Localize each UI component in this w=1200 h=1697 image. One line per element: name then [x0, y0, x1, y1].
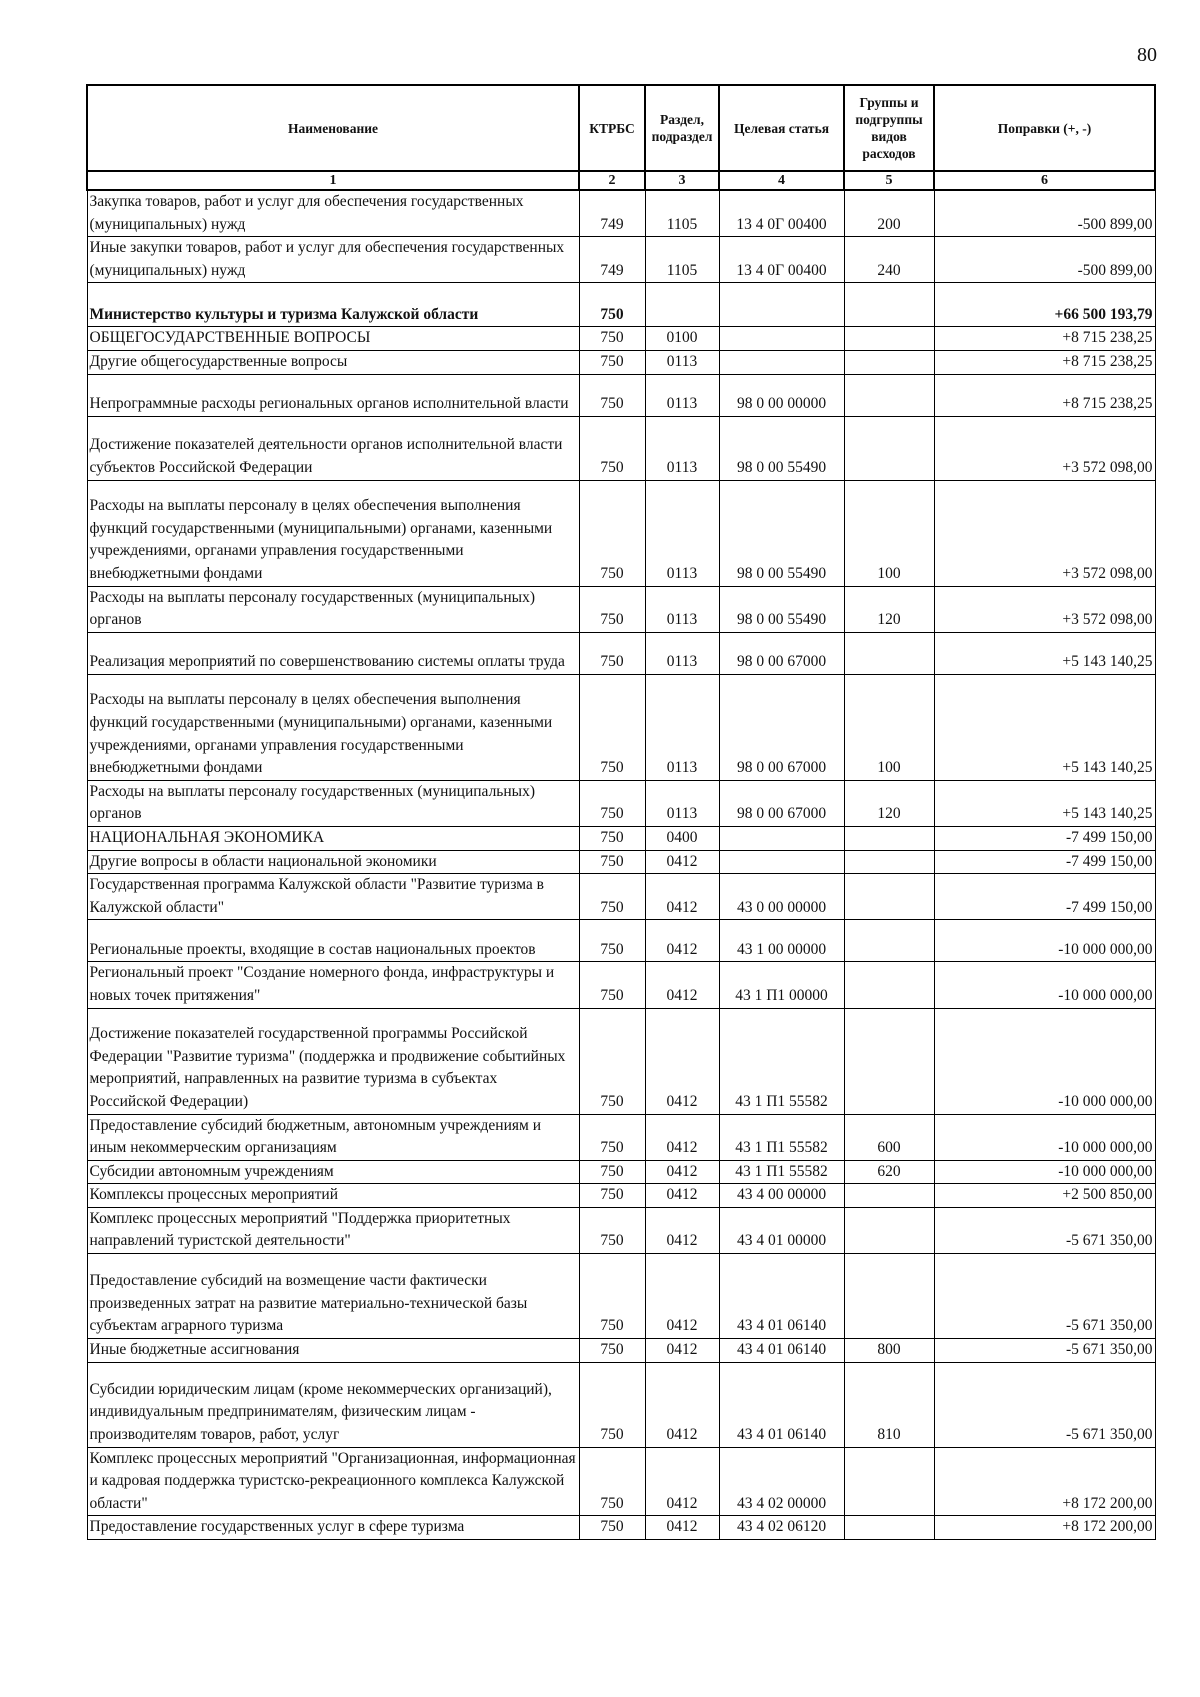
row-target-article: 43 4 01 06140: [719, 1339, 844, 1363]
row-expense-group: [844, 1516, 934, 1540]
header-row: [87, 85, 1155, 171]
row-expense-group: [844, 374, 934, 416]
row-target-article: [719, 850, 844, 874]
row-section: 0400: [645, 826, 719, 850]
row-target-article: [719, 350, 844, 374]
row-target-article: 13 4 0Г 00400: [719, 237, 844, 283]
row-name: Региональный проект "Создание номерного фонда, инфраструктуры и новых точек притяжения": [87, 962, 579, 1008]
row-name: ОБЩЕГОСУДАРСТВЕННЫЕ ВОПРОСЫ: [87, 327, 579, 351]
table-row: [87, 850, 1155, 874]
row-name: Субсидии юридическим лицам (кроме некоммерческих организаций), индивидуальным предпринимателям, физическим лицам - производителям товаров, работ, услуг: [87, 1362, 579, 1447]
row-target-article: 98 0 00 55490: [719, 586, 844, 632]
row-expense-group: [844, 350, 934, 374]
column-number-row: [87, 171, 1155, 190]
row-target-article: [719, 283, 844, 327]
row-expense-group: 100: [844, 674, 934, 780]
row-ktrbs: 750: [579, 327, 645, 351]
row-expense-group: 100: [844, 480, 934, 586]
row-expense-group: [844, 826, 934, 850]
row-target-article: 43 1 П1 55582: [719, 1160, 844, 1184]
row-amendment-amount: -7 499 150,00: [934, 826, 1155, 850]
row-name: Достижение показателей деятельности органов исполнительной власти субъектов Российской Федерации: [87, 416, 579, 480]
row-amendment-amount: -10 000 000,00: [934, 1008, 1155, 1114]
row-section: 0412: [645, 1160, 719, 1184]
row-target-article: 43 1 П1 00000: [719, 962, 844, 1008]
row-target-article: 43 4 01 00000: [719, 1207, 844, 1253]
row-section: 0412: [645, 920, 719, 962]
table-row: [87, 1339, 1155, 1363]
row-name: НАЦИОНАЛЬНАЯ ЭКОНОМИКА: [87, 826, 579, 850]
row-expense-group: [844, 1008, 934, 1114]
row-name: Закупка товаров, работ и услуг для обеспечения государственных (муниципальных) нужд: [87, 190, 579, 237]
column-number: 1: [87, 171, 579, 190]
row-expense-group: [844, 920, 934, 962]
row-name: Иные закупки товаров, работ и услуг для обеспечения государственных (муниципальных) нужд: [87, 237, 579, 283]
header-name: Наименование: [87, 85, 579, 171]
row-section: 0412: [645, 1339, 719, 1363]
row-expense-group: 800: [844, 1339, 934, 1363]
row-amendment-amount: +5 143 140,25: [934, 632, 1155, 674]
row-expense-group: [844, 874, 934, 920]
table-row: [87, 674, 1155, 780]
column-number: 4: [719, 171, 844, 190]
row-ktrbs: 750: [579, 374, 645, 416]
row-amendment-amount: +66 500 193,79: [934, 283, 1155, 327]
header-target: Целевая статья: [719, 85, 844, 171]
header-ktrbs: КТРБС: [579, 85, 645, 171]
row-expense-group: [844, 327, 934, 351]
row-ktrbs: 750: [579, 350, 645, 374]
row-amendment-amount: +8 715 238,25: [934, 350, 1155, 374]
row-target-article: 43 4 02 00000: [719, 1447, 844, 1516]
row-name: Расходы на выплаты персоналу в целях обеспечения выполнения функций государственными (муниципальными) органами, казенными учреждениями, органами управления государственными внебюджетными фондами: [87, 480, 579, 586]
table-row: [87, 1008, 1155, 1114]
table-row: [87, 586, 1155, 632]
table-row: [87, 1160, 1155, 1184]
row-expense-group: [844, 1447, 934, 1516]
row-section: 0412: [645, 1114, 719, 1160]
row-name: Комплекс процессных мероприятий "Поддержка приоритетных направлений туристской деятельности": [87, 1207, 579, 1253]
row-target-article: 43 0 00 00000: [719, 874, 844, 920]
row-ktrbs: 750: [579, 1362, 645, 1447]
row-expense-group: [844, 283, 934, 327]
row-name: Комплекс процессных мероприятий "Организационная, информационная и кадровая поддержка туристско-рекреационного комплекса Калужской области": [87, 1447, 579, 1516]
row-name: Предоставление государственных услуг в сфере туризма: [87, 1516, 579, 1540]
row-amendment-amount: -5 671 350,00: [934, 1362, 1155, 1447]
row-ktrbs: 750: [579, 632, 645, 674]
row-ktrbs: 750: [579, 1114, 645, 1160]
row-name: Министерство культуры и туризма Калужской области: [87, 283, 579, 327]
row-ktrbs: 750: [579, 874, 645, 920]
row-amendment-amount: -5 671 350,00: [934, 1207, 1155, 1253]
row-section: 0412: [645, 1447, 719, 1516]
row-ktrbs: 750: [579, 1447, 645, 1516]
table-row: [87, 350, 1155, 374]
row-name: Предоставление субсидий бюджетным, автономным учреждениям и иным некоммерческим организациям: [87, 1114, 579, 1160]
row-target-article: 43 1 П1 55582: [719, 1008, 844, 1114]
table-row: [87, 480, 1155, 586]
row-amendment-amount: -500 899,00: [934, 190, 1155, 237]
row-target-article: 98 0 00 00000: [719, 374, 844, 416]
row-section: 1105: [645, 190, 719, 237]
table-row: [87, 962, 1155, 1008]
row-name: Иные бюджетные ассигнования: [87, 1339, 579, 1363]
row-amendment-amount: -10 000 000,00: [934, 920, 1155, 962]
row-section: 0412: [645, 850, 719, 874]
row-section: 0412: [645, 1254, 719, 1339]
row-amendment-amount: -10 000 000,00: [934, 962, 1155, 1008]
row-ktrbs: 750: [579, 480, 645, 586]
row-name: Реализация мероприятий по совершенствованию системы оплаты труда: [87, 632, 579, 674]
row-amendment-amount: +5 143 140,25: [934, 674, 1155, 780]
row-name: Комплексы процессных мероприятий: [87, 1184, 579, 1208]
row-name: Государственная программа Калужской области "Развитие туризма в Калужской области": [87, 874, 579, 920]
row-amendment-amount: +3 572 098,00: [934, 416, 1155, 480]
row-ktrbs: 749: [579, 237, 645, 283]
row-target-article: 43 1 П1 55582: [719, 1114, 844, 1160]
row-expense-group: 120: [844, 780, 934, 826]
table-row: [87, 1516, 1155, 1540]
table-row: [87, 1114, 1155, 1160]
row-ktrbs: 750: [579, 586, 645, 632]
row-amendment-amount: +8 715 238,25: [934, 327, 1155, 351]
table-row: [87, 826, 1155, 850]
table-row: [87, 1447, 1155, 1516]
row-section: 0113: [645, 632, 719, 674]
row-ktrbs: 750: [579, 1516, 645, 1540]
row-expense-group: [844, 416, 934, 480]
row-amendment-amount: -10 000 000,00: [934, 1160, 1155, 1184]
header-amendments: Поправки (+, -): [934, 85, 1155, 171]
row-expense-group: [844, 962, 934, 1008]
table-row: [87, 780, 1155, 826]
row-amendment-amount: -10 000 000,00: [934, 1114, 1155, 1160]
row-ktrbs: 750: [579, 1207, 645, 1253]
row-ktrbs: 750: [579, 1254, 645, 1339]
row-ktrbs: 749: [579, 190, 645, 237]
row-ktrbs: 750: [579, 416, 645, 480]
row-name: Расходы на выплаты персоналу государственных (муниципальных) органов: [87, 586, 579, 632]
row-expense-group: [844, 850, 934, 874]
table-row: [87, 1207, 1155, 1253]
row-ktrbs: 750: [579, 826, 645, 850]
row-amendment-amount: +3 572 098,00: [934, 480, 1155, 586]
row-section: 1105: [645, 237, 719, 283]
row-amendment-amount: +8 172 200,00: [934, 1516, 1155, 1540]
column-number: 5: [844, 171, 934, 190]
row-expense-group: 620: [844, 1160, 934, 1184]
row-name: Другие вопросы в области национальной экономики: [87, 850, 579, 874]
row-amendment-amount: +2 500 850,00: [934, 1184, 1155, 1208]
table-row: [87, 920, 1155, 962]
row-target-article: 43 4 01 06140: [719, 1254, 844, 1339]
row-expense-group: 600: [844, 1114, 934, 1160]
header-section: Раздел, подраздел: [645, 85, 719, 171]
budget-amendments-table: [86, 84, 1156, 1540]
table-row: [87, 190, 1155, 237]
row-ktrbs: 750: [579, 283, 645, 327]
row-amendment-amount: +8 715 238,25: [934, 374, 1155, 416]
row-target-article: 98 0 00 55490: [719, 480, 844, 586]
row-name: Субсидии автономным учреждениям: [87, 1160, 579, 1184]
row-section: 0113: [645, 674, 719, 780]
row-name: Другие общегосударственные вопросы: [87, 350, 579, 374]
row-amendment-amount: +8 172 200,00: [934, 1447, 1155, 1516]
row-name: Непрограммные расходы региональных органов исполнительной власти: [87, 374, 579, 416]
row-section: 0113: [645, 586, 719, 632]
row-target-article: [719, 826, 844, 850]
row-amendment-amount: +3 572 098,00: [934, 586, 1155, 632]
row-target-article: 98 0 00 67000: [719, 674, 844, 780]
column-number: 6: [934, 171, 1155, 190]
row-target-article: 43 4 01 06140: [719, 1362, 844, 1447]
table-row: [87, 874, 1155, 920]
row-section: 0412: [645, 1516, 719, 1540]
row-section: 0113: [645, 780, 719, 826]
table-row: [87, 1362, 1155, 1447]
row-section: 0113: [645, 480, 719, 586]
row-target-article: 43 4 00 00000: [719, 1184, 844, 1208]
row-target-article: 98 0 00 67000: [719, 780, 844, 826]
row-target-article: 98 0 00 55490: [719, 416, 844, 480]
row-name: Предоставление субсидий на возмещение части фактически произведенных затрат на развитие материально-технической базы субъектам аграрного туризма: [87, 1254, 579, 1339]
row-name: Региональные проекты, входящие в состав национальных проектов: [87, 920, 579, 962]
row-amendment-amount: -500 899,00: [934, 237, 1155, 283]
row-amendment-amount: -7 499 150,00: [934, 874, 1155, 920]
row-expense-group: [844, 1254, 934, 1339]
row-section: 0412: [645, 1008, 719, 1114]
row-ktrbs: 750: [579, 1339, 645, 1363]
table-body: [87, 190, 1155, 1540]
row-ktrbs: 750: [579, 1160, 645, 1184]
row-amendment-amount: -5 671 350,00: [934, 1254, 1155, 1339]
row-section: 0113: [645, 416, 719, 480]
row-ktrbs: 750: [579, 920, 645, 962]
row-expense-group: [844, 632, 934, 674]
row-amendment-amount: -7 499 150,00: [934, 850, 1155, 874]
row-target-article: 98 0 00 67000: [719, 632, 844, 674]
row-section: 0412: [645, 962, 719, 1008]
table-row: [87, 374, 1155, 416]
row-expense-group: [844, 1207, 934, 1253]
page-number: 80: [1137, 44, 1157, 66]
column-number: 2: [579, 171, 645, 190]
row-expense-group: [844, 1184, 934, 1208]
row-section: 0412: [645, 1207, 719, 1253]
row-expense-group: 120: [844, 586, 934, 632]
row-ktrbs: 750: [579, 850, 645, 874]
row-section: 0412: [645, 1184, 719, 1208]
row-section: 0412: [645, 874, 719, 920]
row-name: Расходы на выплаты персоналу государственных (муниципальных) органов: [87, 780, 579, 826]
table-row: [87, 283, 1155, 327]
table-row: [87, 327, 1155, 351]
row-ktrbs: 750: [579, 962, 645, 1008]
column-number: 3: [645, 171, 719, 190]
row-section: 0113: [645, 350, 719, 374]
table-row: [87, 632, 1155, 674]
row-expense-group: 810: [844, 1362, 934, 1447]
row-target-article: [719, 327, 844, 351]
header-groups: Группы и подгруппы видов расходов: [844, 85, 934, 171]
table-row: [87, 1184, 1155, 1208]
table-row: [87, 1254, 1155, 1339]
row-amendment-amount: +5 143 140,25: [934, 780, 1155, 826]
row-section: 0100: [645, 327, 719, 351]
row-target-article: 43 1 00 00000: [719, 920, 844, 962]
row-amendment-amount: -5 671 350,00: [934, 1339, 1155, 1363]
row-section: 0113: [645, 374, 719, 416]
row-ktrbs: 750: [579, 1008, 645, 1114]
row-ktrbs: 750: [579, 1184, 645, 1208]
row-name: Расходы на выплаты персоналу в целях обеспечения выполнения функций государственными (муниципальными) органами, казенными учреждениями, органами управления государственными внебюджетными фондами: [87, 674, 579, 780]
row-target-article: 13 4 0Г 00400: [719, 190, 844, 237]
row-expense-group: 240: [844, 237, 934, 283]
row-expense-group: 200: [844, 190, 934, 237]
row-ktrbs: 750: [579, 780, 645, 826]
row-name: Достижение показателей государственной программы Российской Федерации "Развитие туризма" (поддержка и продвижение событийных мероприятий, направленных на развитие туризма в субъектах Российской Федерации): [87, 1008, 579, 1114]
row-ktrbs: 750: [579, 674, 645, 780]
row-target-article: 43 4 02 06120: [719, 1516, 844, 1540]
row-section: 0412: [645, 1362, 719, 1447]
table-row: [87, 416, 1155, 480]
table-row: [87, 237, 1155, 283]
row-section: [645, 283, 719, 327]
